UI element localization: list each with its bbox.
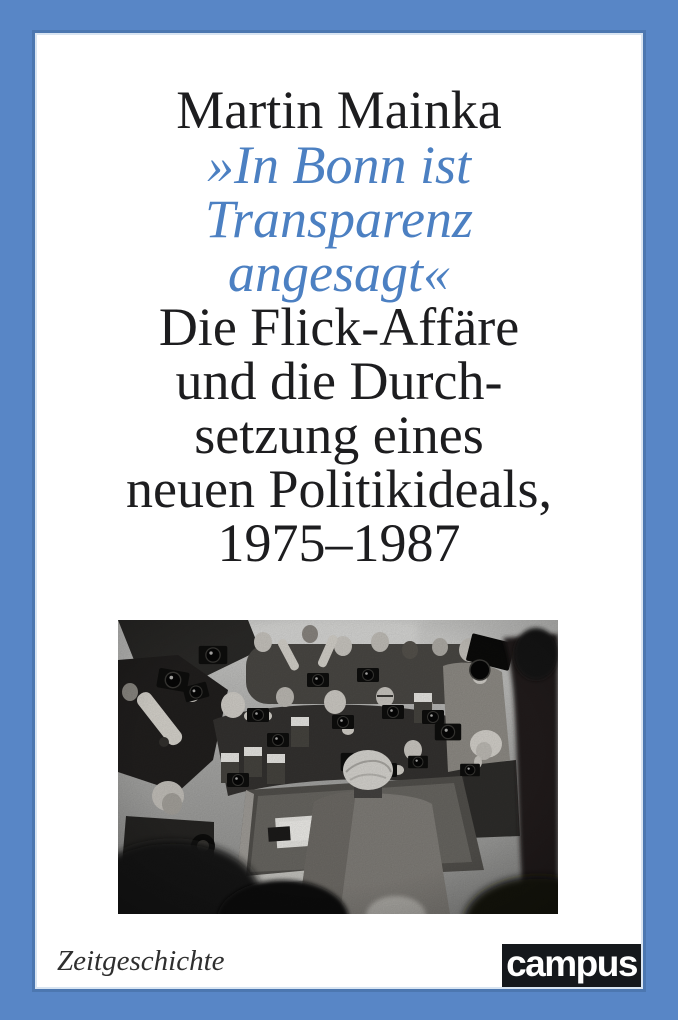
subtitle-line: setzung eines: [194, 405, 484, 465]
cover-panel: [37, 35, 641, 987]
title-line: angesagt«: [228, 243, 450, 303]
press-photo: [118, 620, 558, 914]
subtitle-line: 1975–1987: [217, 513, 461, 573]
author-name: Martin Mainka: [176, 80, 502, 140]
subtitle-line: Die Flick-Affäre: [158, 297, 520, 357]
series-label: Zeitgeschichte: [57, 945, 225, 977]
title-line: »In Bonn ist: [207, 135, 471, 195]
title-line: Transparenz: [204, 189, 474, 249]
book-title: [37, 135, 641, 303]
book-subtitle: [37, 297, 641, 573]
publisher-logo: [502, 944, 641, 987]
subtitle-line: neuen Politikideals,: [126, 459, 552, 519]
subtitle-line: und die Durch-: [175, 351, 503, 411]
publisher-logo-text: campus: [506, 943, 637, 984]
title-block: [37, 80, 641, 573]
